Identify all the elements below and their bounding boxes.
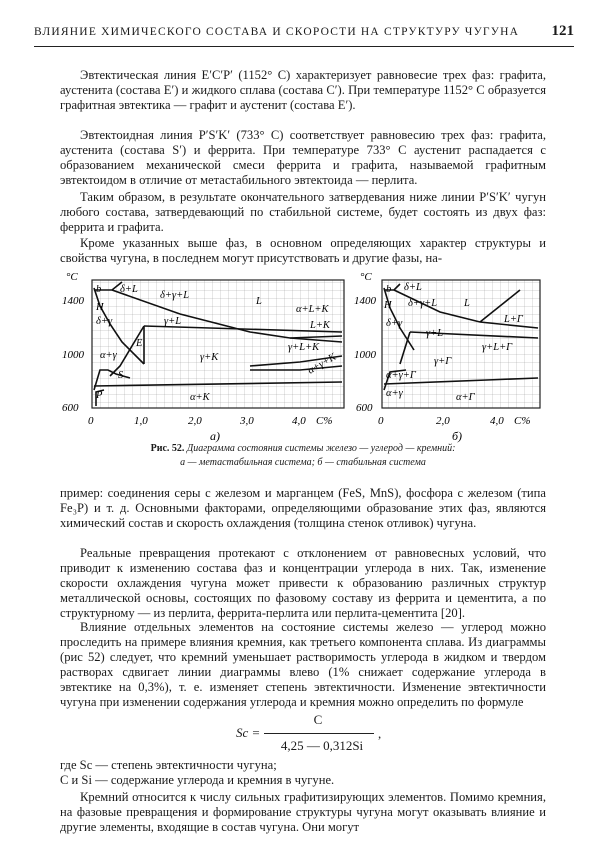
region-a-alpha-k: α+K [190,392,210,403]
x-tick-a-3: 3,0 [240,415,254,427]
paragraph-compounds: пример: соединения серы с железом и марганцем (FeS, MnS), фосфора с железом (типа Fe₃P) и т. д. Основными факторами, определяющими образование этих фаз, являются химический состав и скорость охлаждения (толщина стенок отливок) чугуна. [60,486,546,530]
paragraph-eutectic: Эвтектическая линия E′C′P′ (1152° C) характеризует равновесие трех фаз: графита, аустенита (состава E′) и жидкого сплава (состава C′). При температуре 1152° C образуется графитная эвтектика — графит и аустенит (состава E′). [60,68,546,112]
panel-b [354,271,540,443]
figure-caption-line2: а — метастабильная система; б — стабильная система [180,457,426,468]
formula-fraction-bar [264,733,374,734]
region-b-alpha-gamma-graphite: α+γ+Γ [386,370,416,381]
region-a-delta-gamma-l: δ+γ+L [160,290,190,301]
running-header [34,22,574,47]
y-tick-1400-a: 1400 [62,295,84,307]
panel-a-label: а) [210,429,220,443]
region-b-delta-gamma-l: δ+γ+L [408,298,438,309]
region-a-h: H [96,302,104,313]
region-a-alpha-l-k: α+L+K [296,304,329,315]
formula-denominator: 4,25 — 0,312Si [280,738,364,753]
panel-b-label: б) [452,429,463,443]
paragraph-solidification: Таким образом, в результате окончательного затвердевания ниже линии P′S′K′ чугун любого состава, затвердевающий по стабильной системе, будет состоять из двух фаз: феррита и графита. [60,190,546,234]
region-a-delta-gamma: δ+γ [96,316,113,327]
region-a-s: S [118,370,124,381]
region-b-gamma-l: γ+L [426,328,444,339]
y-unit-b: °C [360,271,372,283]
x-tick-b-1: 2,0 [436,415,450,427]
caption-text: Диаграмма состояния системы железо — углерод — кремний: [186,443,456,454]
y-tick-600-b: 600 [356,402,373,414]
header-title: ВЛИЯНИЕ ХИМИЧЕСКОГО СОСТАВА И СКОРОСТИ НА СТРУКТУРУ ЧУГУНА [34,26,520,38]
formula-numerator: C [313,712,323,727]
region-b-alpha-gamma: α+γ [386,388,403,399]
x-tick-a-4: 4,0 [292,415,306,427]
paragraph-other-phases: Кроме указанных выше фаз, в основном определяющих характер структуры и свойства чугуна, в последнем могут присутствовать и другие фазы, на- [60,236,546,265]
paragraph-real-transformations: Реальные превращения протекают с отклонением от равновесных условий, что приводит к изменению состава фаз и концентрации углерода в них. Так, изменение скорости охлаждения чугуна может привести к образованию различных структур металлической основы, состоящих по фазовому составу из феррита и цементита, а по структурному — из перлита, феррита-перлита или перлита-цементита [20]. [60,546,546,620]
y-tick-1000-a: 1000 [62,349,84,361]
region-b-delta-l: δ+L [404,282,422,293]
x-tick-b-0: 0 [378,415,384,427]
y-tick-600-a: 600 [62,402,79,414]
formula-comma: , [378,726,382,741]
paragraph-graphitizing: Кремний относится к числу сильных графитизирующих элементов. Помимо кремния, на фазовые превращения и формирование структуры чугуна могут оказывать влияние и другие элементы, входящие в состав чугуна. Они могут [60,790,546,834]
region-b-l: L [464,298,470,309]
x-tick-a-2: 2,0 [188,415,202,427]
region-b-delta-gamma: δ+γ [386,318,403,329]
x-unit-b: C% [514,415,531,427]
y-tick-1000-b: 1000 [354,349,376,361]
caption-label: Рис. 52. [150,443,185,454]
region-a-l: L [256,296,262,307]
region-a-gamma-l-k: γ+L+K [288,342,320,353]
region-a-gamma-l: γ+L [164,316,182,327]
x-tick-b-2: 4,0 [490,415,504,427]
region-a-delta-l: δ+L [120,284,138,295]
region-a-alpha-gamma: α+γ [100,350,117,361]
paragraph-where-sc: где Sc — степень эвтектичности чугуна; [60,758,277,772]
region-a-p: P [96,390,103,401]
panel-a [62,271,344,443]
region-a-l-k: L+K [310,320,330,331]
x-tick-a-1: 1,0 [134,415,148,427]
y-tick-1400-b: 1400 [354,295,376,307]
x-tick-a-0: 0 [88,415,94,427]
eutecticity-formula [236,712,456,756]
region-a-alpha-gamma-k: α+γ+K [306,351,339,377]
region-b-h: H [384,300,392,311]
region-b-gamma-l-graphite: γ+L+Γ [482,342,513,353]
formula-lhs: Sc = [236,725,261,740]
x-unit-a: C% [316,415,333,427]
region-a-gamma-k: γ+K [200,352,219,363]
region-a-b: b [96,284,102,295]
paragraph-silicon-influence: Влияние отдельных элементов на состояние системы железо — углерод можно проследить на примере влияния кремния, как третьего компонента сплава. Из диаграммы (рис 52) следует, что кремний уменьшает растворимость углерода в жидком и твердом растворах сдвигает линии диаграммы влево (1% снижает содержание углерода в эвтектике на 0,3%), т. е. изменяет степень эвтектичности. Изменение эвтектичности чугуна при изменении содержания углерода и кремния можно определить по формуле [60,620,546,709]
region-b-l-graphite: L+Γ [504,314,523,325]
figure-caption [60,442,546,455]
y-unit-a: °C [66,271,78,283]
paragraph-where-c-si: C и Si — содержание углерода и кремния в чугуне. [60,773,335,787]
region-b-gamma-graphite: γ+Γ [434,356,452,367]
paragraph-eutectoid: Эвтектоидная линия P′S′K′ (733° C) соответствует равновесию трех фаз: графита, аустенита (состава S′) и феррита. При температуре 733° C аустенит распадается с образованием механической смеси феррита и графита, называемой графитным эвтектоидом в отличие от метастабильного эвтектоида — перлита. [60,128,546,187]
region-a-e: E [136,338,143,349]
region-b-alpha-graphite: α+Γ [456,392,475,403]
page-number: 121 [551,23,574,39]
region-b-b: b [386,284,392,295]
